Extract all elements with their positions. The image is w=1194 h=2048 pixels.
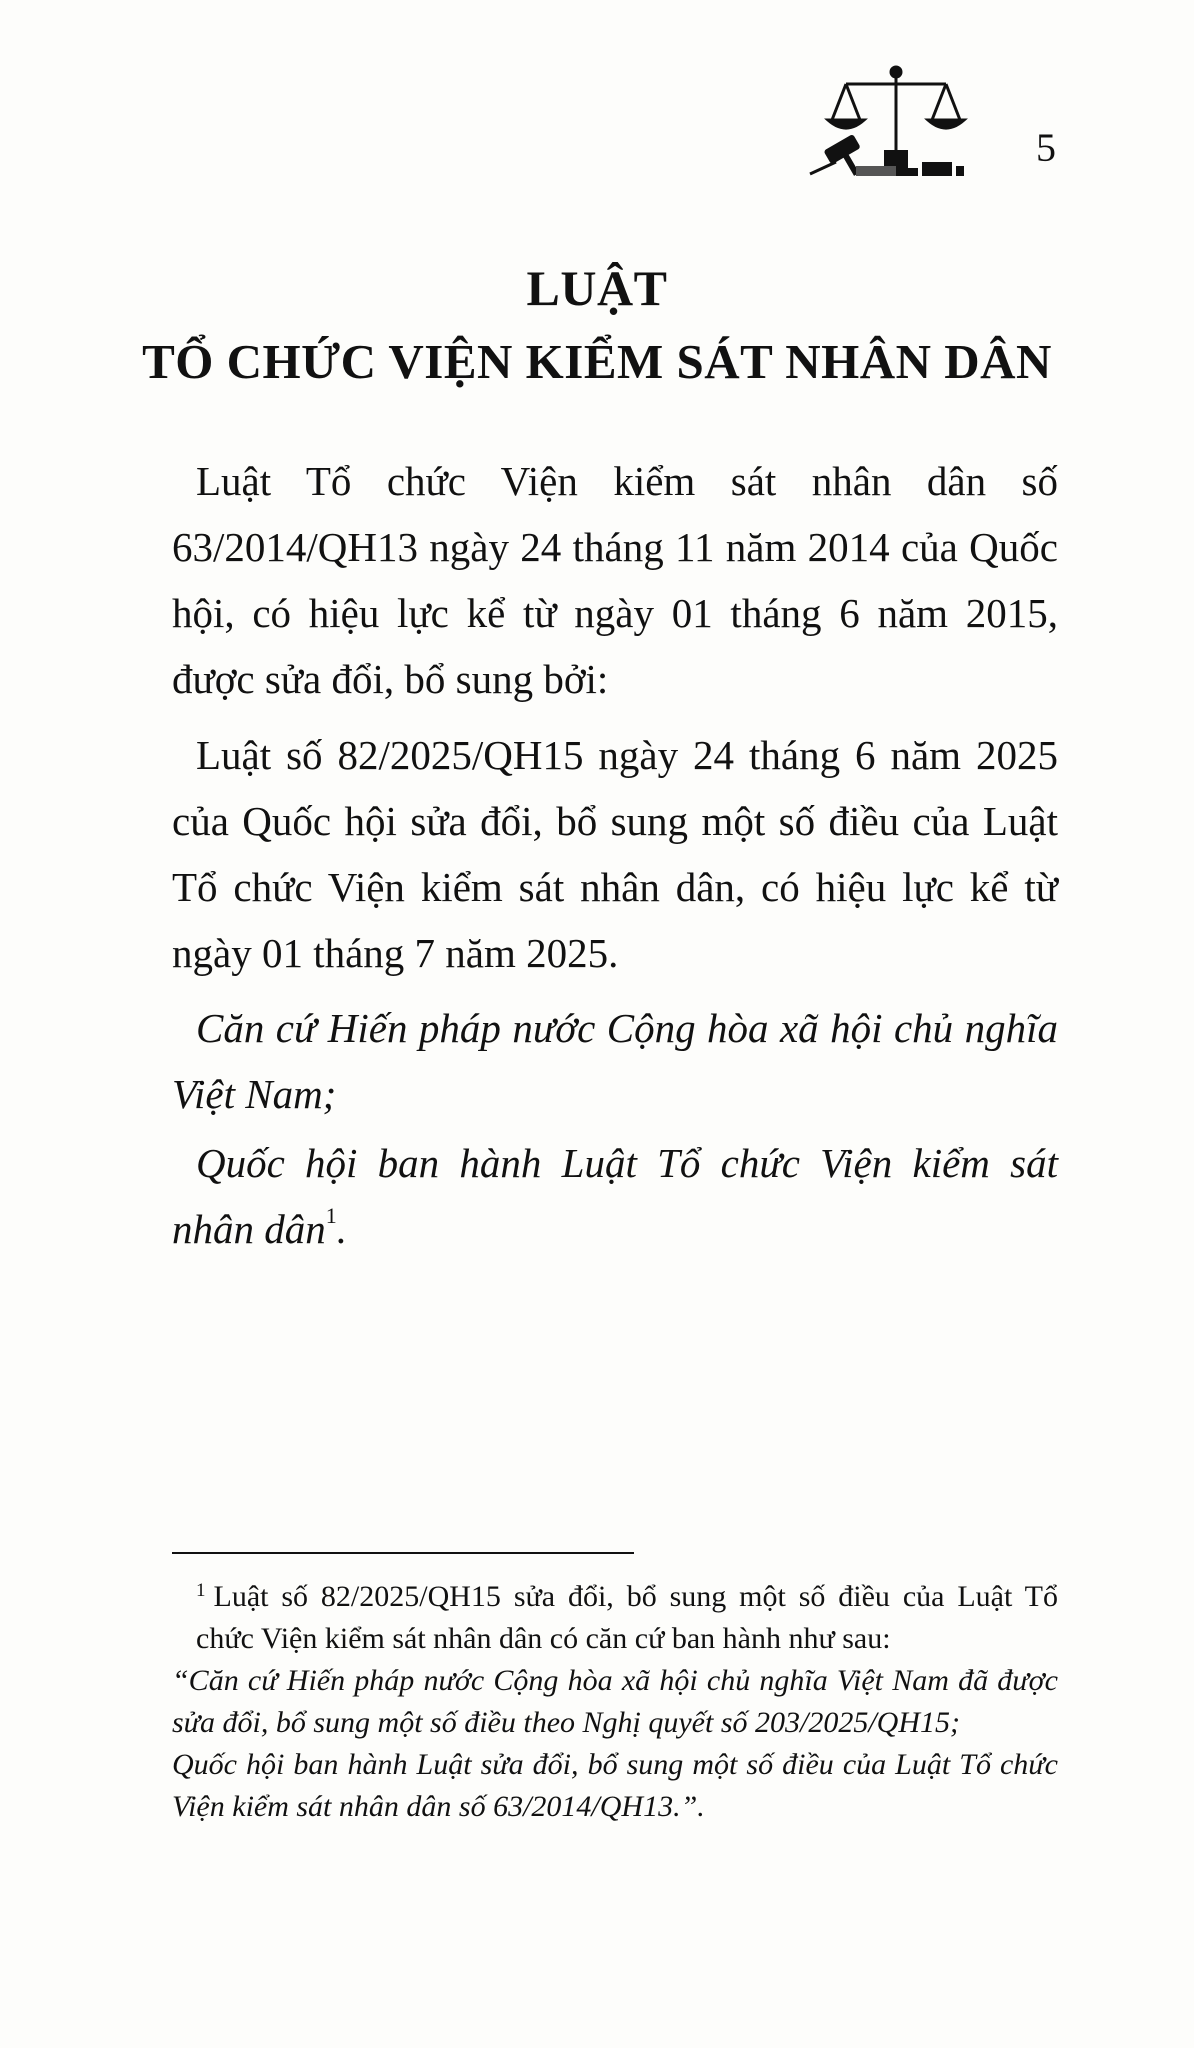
footnote-marker: 1 — [196, 1580, 206, 1601]
scales-of-justice-and-gavel-icon — [806, 62, 986, 180]
page-number: 5 — [1036, 125, 1056, 170]
paragraph-enactment — [172, 1130, 1058, 1262]
paragraph-law-origin: Luật Tổ chức Viện kiểm sát nhân dân số 63/2014/QH13 ngày 24 tháng 11 năm 2014 của Quốc hội, có hiệu lực kể từ ngày 01 tháng 6 năm 2015, được sửa đổi, bổ sung bởi: — [172, 458, 1058, 702]
footnote-divider — [172, 1552, 634, 1554]
document-title-line-1: LUẬT — [526, 260, 668, 316]
enactment-text: Quốc hội ban hành Luật Tổ chức Viện kiểm sát nhân dân — [172, 1140, 1058, 1252]
footnote-quote-end: ”. — [680, 1790, 705, 1823]
footnote-intro — [172, 1576, 1058, 1660]
footnote-reference: 1 — [325, 1203, 337, 1228]
paragraph-legal-basis: Căn cứ Hiến pháp nước Cộng hòa xã hội chủ nghĩa Việt Nam; — [172, 1005, 1058, 1117]
footnote — [172, 1576, 1058, 1828]
footnote-intro-text: Luật số 82/2025/QH15 sửa đổi, bổ sung một số điều của Luật Tổ chức Viện kiểm sát nhân dân có căn cứ ban hành như sau: — [196, 1580, 1058, 1655]
footnote-quote-2-text: Quốc hội ban hành Luật sửa đổi, bổ sung một số điều của Luật Tổ chức Viện kiểm sát nhân dân số 63/2014/QH13. — [172, 1748, 1058, 1823]
document-title-line-2: TỔ CHỨC VIỆN KIỂM SÁT NHÂN DÂN — [142, 334, 1052, 389]
paragraph-amending-law: Luật số 82/2025/QH15 ngày 24 tháng 6 năm 2025 của Quốc hội sửa đổi, bổ sung một số điều của Luật Tổ chức Viện kiểm sát nhân dân, có hiệu lực kể từ ngày 01 tháng 7 năm 2025. — [172, 732, 1058, 976]
enactment-end: . — [336, 1206, 347, 1252]
footnote-quote-1: “Căn cứ Hiến pháp nước Cộng hòa xã hội chủ nghĩa Việt Nam đã được sửa đổi, bổ sung một số điều theo Nghị quyết số 203/2025/QH15; — [172, 1664, 1058, 1739]
footnote-quote-2 — [172, 1744, 1058, 1828]
